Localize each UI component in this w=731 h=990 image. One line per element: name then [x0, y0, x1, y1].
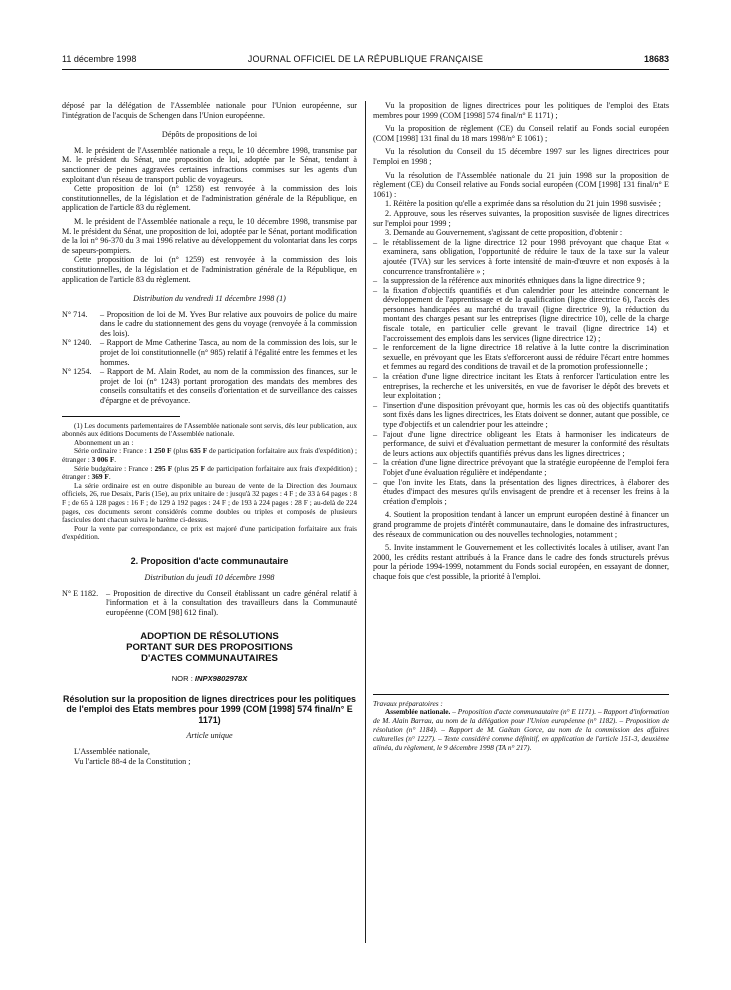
adoption-heading-line-2: PORTANT SUR DES PROPOSITIONS [126, 642, 293, 654]
item-number: N° E 1182. [62, 588, 99, 598]
list-item: – la création d'une ligne directrice prévoyant que la stratégie européenne de l'emploi fera l'objet d'une évaluation régulière et indépendante ; [373, 458, 669, 477]
page-header [62, 54, 669, 68]
section-heading-2: 2. Proposition d'acte communautaire [130, 555, 289, 566]
nor-reference: NOR : INPX9802978X [171, 674, 248, 684]
list-item: – le renforcement de la ligne directrice 18 relative à la lutte contre la discrimination sexuelle, en prévoyant que les Etats s'efforceront aussi de réduire l'écart entre hommes et femmes au regard des conditions de travail et de la promotion professionnelle ; [373, 343, 669, 372]
list-item [62, 589, 357, 618]
intro-paragraph: déposé par la délégation de l'Assemblée nationale pour l'Union européenne, sur l'intégration de l'acquis de Schengen dans l'Union européenne. [62, 101, 357, 120]
footnote-vente: La série ordinaire est en outre disponible au bureau de vente de la Direction des Journaux officiels, 26, rue Desaix, Paris (15e), au prix unitaire de : jusqu'à 32 pages : 4 F ; de 33 à 64 pages : 8 F ; de 65 à 128 pages : 16 F ; de 129 à 192 pages : 24 F ; de 193 à 224 pages : 28 F ; au-delà de 224 pages, ces documents seront considérés comme doubles ou triples et composés de plusieurs fascicules dont chacun suivra le barème ci-dessus. [62, 480, 357, 525]
item-text: – Proposition de directive du Conseil établissant un cadre général relatif à l'information et à la consultation des travailleurs dans la Communauté européenne (COM [98] 612 final). [106, 588, 357, 617]
depots-heading: Dépôts de propositions de loi [161, 130, 258, 140]
header-date: 11 décembre 1998 [62, 54, 137, 64]
right-column [373, 101, 669, 943]
list-item: – le rétablissement de la ligne directrice 12 pour 1998 prévoyant que chaque Etat « examinera, sans obligation, l'opportunité de réduire le taux de la taxe sur la valeur ajoutée (TVA) sur les services à forte intensité de main-d'œuvre et non exposés à la concurrence transfrontalière » ; [373, 237, 669, 276]
list-item [62, 310, 357, 339]
depot-paragraph-2: Cette proposition de loi (n° 1258) est renvoyée à la commission des lois constitutionnelles, de la législation et de l'administration générale de la République, en application de l'article 83 du règlement. [62, 184, 357, 213]
list-item: – que l'on invite les Etats, dans la présentation des lignes directrices, à élaborer des études d'impact des mesures qu'ils envisagent de prendre et à recenser les freins à la création d'emplois ; [373, 477, 669, 506]
list-item: – la suppression de la référence aux minorités ethniques dans la ligne directrice 9 ; [373, 276, 645, 286]
header-rule [62, 69, 669, 70]
depot-paragraph-4: Cette proposition de loi (n° 1259) est renvoyée à la commission des lois constitutionnelles, de la législation et de l'administration générale de la République, en application de l'article 83 du règlement. [62, 255, 357, 284]
distribution-heading-1: Distribution du vendredi 11 décembre 1998 (1) [133, 294, 286, 304]
footnote-serie-ordinaire: Série ordinaire : France : 1 250 F (plus 635 F de participation forfaitaire aux frais d'expédition) ; étranger : 3 006 F. [62, 446, 358, 464]
distribution-heading-2: Distribution du jeudi 10 décembre 1998 [144, 572, 275, 582]
item-text: – Rapport de M. Alain Rodet, au nom de la commission des finances, sur le projet de loi (n° 1243) portant prorogation des mandats des membres des conseils consultatifs et des conseils d'orientation et de surveillance des caisses d'épargne et de prévoyance. [100, 367, 357, 406]
adoption-heading-line-1: ADOPTION DE RÉSOLUTIONS [140, 631, 279, 643]
item-text: – Proposition de loi de M. Yves Bur relative aux pouvoirs de police du maire dans le cadre du stationnement des gens du voyage (renvoyée à la commission des lois). [100, 309, 357, 338]
item-number: N° 714. [62, 309, 88, 319]
point-1: 1. Réitère la position qu'elle a exprimée dans sa résolution du 21 juin 1998 susvisée ; [385, 199, 661, 209]
left-column [62, 101, 357, 943]
vu-constitution: Vu l'article 88-4 de la Constitution ; [74, 756, 191, 766]
footnote-1: (1) Les documents parlementaires de l'Assemblée nationale sont servis, dès leur publication, aux abonnés aux éditions Documents de l'Assemblée nationale. [62, 420, 357, 439]
travaux-text: Assemblée nationale. – Proposition d'acte communautaire (n° E 1171). – Rapport d'information de M. Alain Barrau, au nom de la délégation pour l'Union européenne (n° 1182). – Proposition de résolution (n° 1184). – Rapport de M. Gaëtan Gorce, au nom de la commission des affaires culturelles (n° 1227). – Texte considéré comme définitif, en application de l'article 151-3, deuxième alinéa, du règlement, le 9 décembre 1998 (TA n° 217). [373, 707, 669, 753]
point-5: 5. Invite instamment le Gouvernement et les collectivités locales à utiliser, avant l'an 2000, les crédits restant attribués à la France dans le cadre des fonds structurels prévus pour la période 1994-1999, notamment du Fonds social européen, en essayant de donner, chaque fois que c'est possible, la priorité à l'emploi. [373, 543, 669, 581]
assemblee-line: L'Assemblée nationale, [74, 747, 150, 756]
list-item: – la création d'une ligne directrice incitant les Etats à renforcer l'articulation entre les entreprises, la recherche et les universités, en vue de favoriser le dépôt des brevets et leur exploitation ; [373, 372, 669, 401]
header-page-number: 18683 [643, 54, 669, 64]
item-number: N° 1240. [62, 338, 92, 348]
depot-paragraph-1: M. le président de l'Assemblée nationale a reçu, le 10 décembre 1998, transmise par M. le président du Sénat, une proposition de loi, adoptée par le Sénat, tendant à sanctionner de peines aggravées certaines infractions commises sur les agents d'un exploitant d'un réseau de transport public de voyageurs. [62, 145, 357, 184]
item-text: – Rapport de Mme Catherine Tasca, au nom de la commission des lois, sur le projet de loi constitutionnelle (n° 985) relatif à l'égalité entre les femmes et les hommes. [100, 338, 357, 367]
article-heading: Article unique [186, 731, 233, 741]
visa-3: Vu la résolution du Conseil du 15 décembre 1997 sur les lignes directrices pour l'emploi en 1998 ; [373, 147, 669, 166]
list-item [62, 338, 357, 367]
visa-2: Vu la proposition de règlement (CE) du Conseil relatif au Fonds social européen (COM [1998] 131 final du 18 mars 1998/n° E 1061) ; [373, 124, 669, 143]
visa-1: Vu la proposition de lignes directrices pour les politiques de l'emploi des Etats membres pour 1999 (COM [1998] 574 final/n° E 1171) ; [373, 101, 669, 120]
adoption-heading-line-3: D'ACTES COMMUNAUTAIRES [141, 653, 278, 665]
point-2: 2. Approuve, sous les réserves suivantes, la proposition susvisée de lignes directrices sur l'emploi pour 1999 ; [373, 208, 669, 228]
depot-paragraph-3: M. le président de l'Assemblée nationale a reçu, le 10 décembre 1998, transmise par M. le président du Sénat, une proposition de loi, adoptée par le Sénat, portant modification de la loi n° 96-370 du 3 mai 1996 relative au développement du volontariat dans les corps de sapeurs-pompiers. [62, 216, 357, 255]
footnote-correspondance: Pour la vente par correspondance, ce prix est majoré d'une participation forfaitaire aux frais d'expédition. [62, 523, 357, 542]
footnote-rule [62, 416, 180, 417]
footnote-serie-budgetaire: Série budgétaire : France : 295 F (plus 25 F de participation forfaitaire aux frais d'expédition) ; étranger : 369 F. [62, 463, 357, 482]
item-number: N° 1254. [62, 367, 92, 377]
point-3: 3. Demande au Gouvernement, s'agissant de cette proposition, d'obtenir : [385, 228, 623, 238]
point-4: 4. Soutient la proposition tendant à lancer un emprunt européen destiné à financer un grand programme de projets d'intérêt communautaire, dans le domaine des infrastructures, des réseaux de communication ou des nouvelles technologies, notamment ; [373, 510, 669, 539]
travaux-rule [373, 694, 669, 695]
travaux-heading: Travaux préparatoires : [373, 698, 443, 708]
list-item [62, 367, 357, 405]
footnote-block [62, 422, 357, 542]
resolution-title: Résolution sur la proposition de lignes directrices pour les politiques de l'emploi des Etats membres pour 1999 (COM [1998] 574 final/n° E 1171) [63, 693, 356, 725]
visa-4: Vu la résolution de l'Assemblée nationale du 21 juin 1998 sur la proposition de règlement (CE) du Conseil relative au Fonds social européen (COM [1998] 131 final/n° E 1061) : [373, 170, 669, 199]
list-item: – l'insertion d'une disposition prévoyant que, hormis les cas où des objectifs quantitatifs sont fixés dans les lignes directrices, les Etats doivent se donner, autant que possible, ce type d'objectifs et un calendrier pour les atteindre ; [373, 400, 669, 429]
column-divider [365, 101, 366, 943]
list-item: – la fixation d'objectifs quantifiés et d'un calendrier pour les atteindre concernant le développement de l'apprentissage et de la qualification (ligne directrice 6), l'accès des personnes handicapées au marché du travail (ligne directrice 9), la réduction du montant des charges pesant sur les entreprises (ligne directrice 10), celle de la charge fiscale totale, en particulier celle grevant le travail (ligne directrice 14) et l'accroissement des emplois dans les services (ligne directrice 12) ; [373, 285, 669, 343]
footnote-abonnement: Abonnement un an : [74, 437, 134, 447]
list-item: – l'ajout d'une ligne directrice obligeant les Etats à harmoniser les indicateurs de performance, de suivi et d'évaluation permettant de mesurer la conformité des résultats de leurs actions aux objectifs quantifiés prévus dans les lignes directrices ; [373, 429, 669, 458]
header-journal-title: JOURNAL OFFICIEL DE LA RÉPUBLIQUE FRANÇAISE [247, 54, 484, 64]
